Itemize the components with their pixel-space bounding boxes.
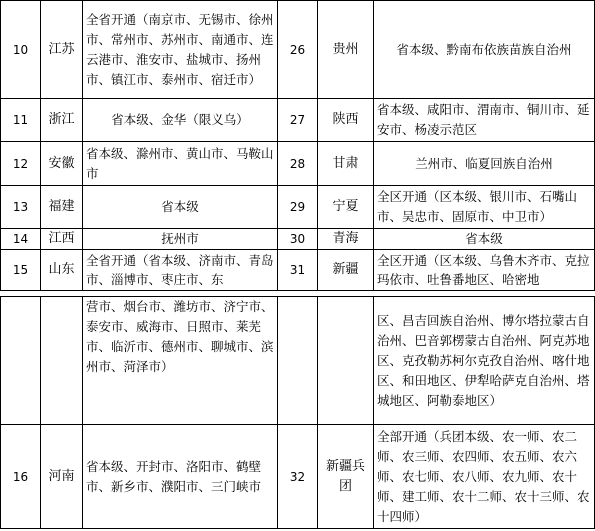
area-list: 区、昌吉回族自治州、博尔塔拉蒙古自治州、巴音郭楞蒙古自治州、阿克苏地区、克孜勒苏柯尔克孜自治州、喀什地区、和田地区、伊犁哈萨克自治州、塔城地区、阿勒泰地区） — [374, 297, 595, 425]
table-row — [1, 142, 595, 186]
table-row — [1, 250, 595, 291]
row-number: 31 — [278, 250, 318, 291]
row-number: 30 — [278, 229, 318, 250]
row-number: 29 — [278, 186, 318, 229]
area-list: 全区开通（区本级、乌鲁木齐市、克拉玛依市、吐鲁番地区、哈密地 — [374, 250, 595, 291]
row-number: 26 — [278, 1, 318, 99]
area-list: 省本级、滁州市、黄山市、马鞍山市 — [83, 142, 278, 186]
area-list: 全省开通（南京市、无锡市、徐州市、常州市、苏州市、南通市、连云港市、淮安市、盐城市、扬州市、镇江市、泰州市、宿迁市） — [83, 1, 278, 99]
row-number: 10 — [1, 1, 41, 99]
area-list: 全区开通（区本级、银川市、石嘴山市、吴忠市、固原市、中卫市） — [374, 186, 595, 229]
table-row — [1, 1, 595, 99]
table-row — [1, 229, 595, 250]
row-number: 27 — [278, 99, 318, 142]
province-name: 安徽 — [41, 142, 83, 186]
table-row — [1, 186, 595, 229]
table-row — [1, 99, 595, 142]
table-row — [1, 297, 595, 425]
row-number: 32 — [278, 425, 318, 529]
row-number: 11 — [1, 99, 41, 142]
area-list: 抚州市 — [83, 229, 278, 250]
province-name: 山东 — [41, 250, 83, 291]
area-list: 省本级、黔南布依族苗族自治州 — [374, 1, 595, 99]
area-list: 省本级、金华（限义乌） — [83, 99, 278, 142]
area-list: 省本级 — [374, 229, 595, 250]
province-name: 青海 — [318, 229, 374, 250]
province-name: 河南 — [41, 425, 83, 529]
row-number — [1, 297, 41, 425]
province-name: 江苏 — [41, 1, 83, 99]
province-name — [318, 297, 374, 425]
province-name: 新疆兵团 — [318, 425, 374, 529]
province-name: 陕西 — [318, 99, 374, 142]
province-name — [41, 297, 83, 425]
province-name: 浙江 — [41, 99, 83, 142]
area-list: 全省开通（省本级、济南市、青岛市、淄博市、枣庄市、东 — [83, 250, 278, 291]
area-list: 省本级、咸阳市、渭南市、铜川市、延安市、杨凌示范区 — [374, 99, 595, 142]
province-name: 贵州 — [318, 1, 374, 99]
row-number: 15 — [1, 250, 41, 291]
row-number: 13 — [1, 186, 41, 229]
row-number — [278, 297, 318, 425]
region-table-lower — [0, 296, 595, 529]
row-number: 14 — [1, 229, 41, 250]
area-list: 省本级 — [83, 186, 278, 229]
area-list: 省本级、开封市、洛阳市、鹤壁市、新乡市、濮阳市、三门峡市 — [83, 425, 278, 529]
province-name: 甘肃 — [318, 142, 374, 186]
province-name: 新疆 — [318, 250, 374, 291]
area-list: 营市、烟台市、潍坊市、济宁市、泰安市、威海市、日照市、莱芜市、临沂市、德州市、聊城市、滨州市、菏泽市） — [83, 297, 278, 425]
province-name: 福建 — [41, 186, 83, 229]
row-number: 28 — [278, 142, 318, 186]
row-number: 16 — [1, 425, 41, 529]
province-name: 宁夏 — [318, 186, 374, 229]
table-row — [1, 425, 595, 529]
row-number: 12 — [1, 142, 41, 186]
area-list: 兰州市、临夏回族自治州 — [374, 142, 595, 186]
area-list: 全部开通（兵团本级、农一师、农二师、农三师、农四师、农五师、农六师、农七师、农八师、农九师、农十师、建工师、农十二师、农十三师、农十四师） — [374, 425, 595, 529]
province-name: 江西 — [41, 229, 83, 250]
